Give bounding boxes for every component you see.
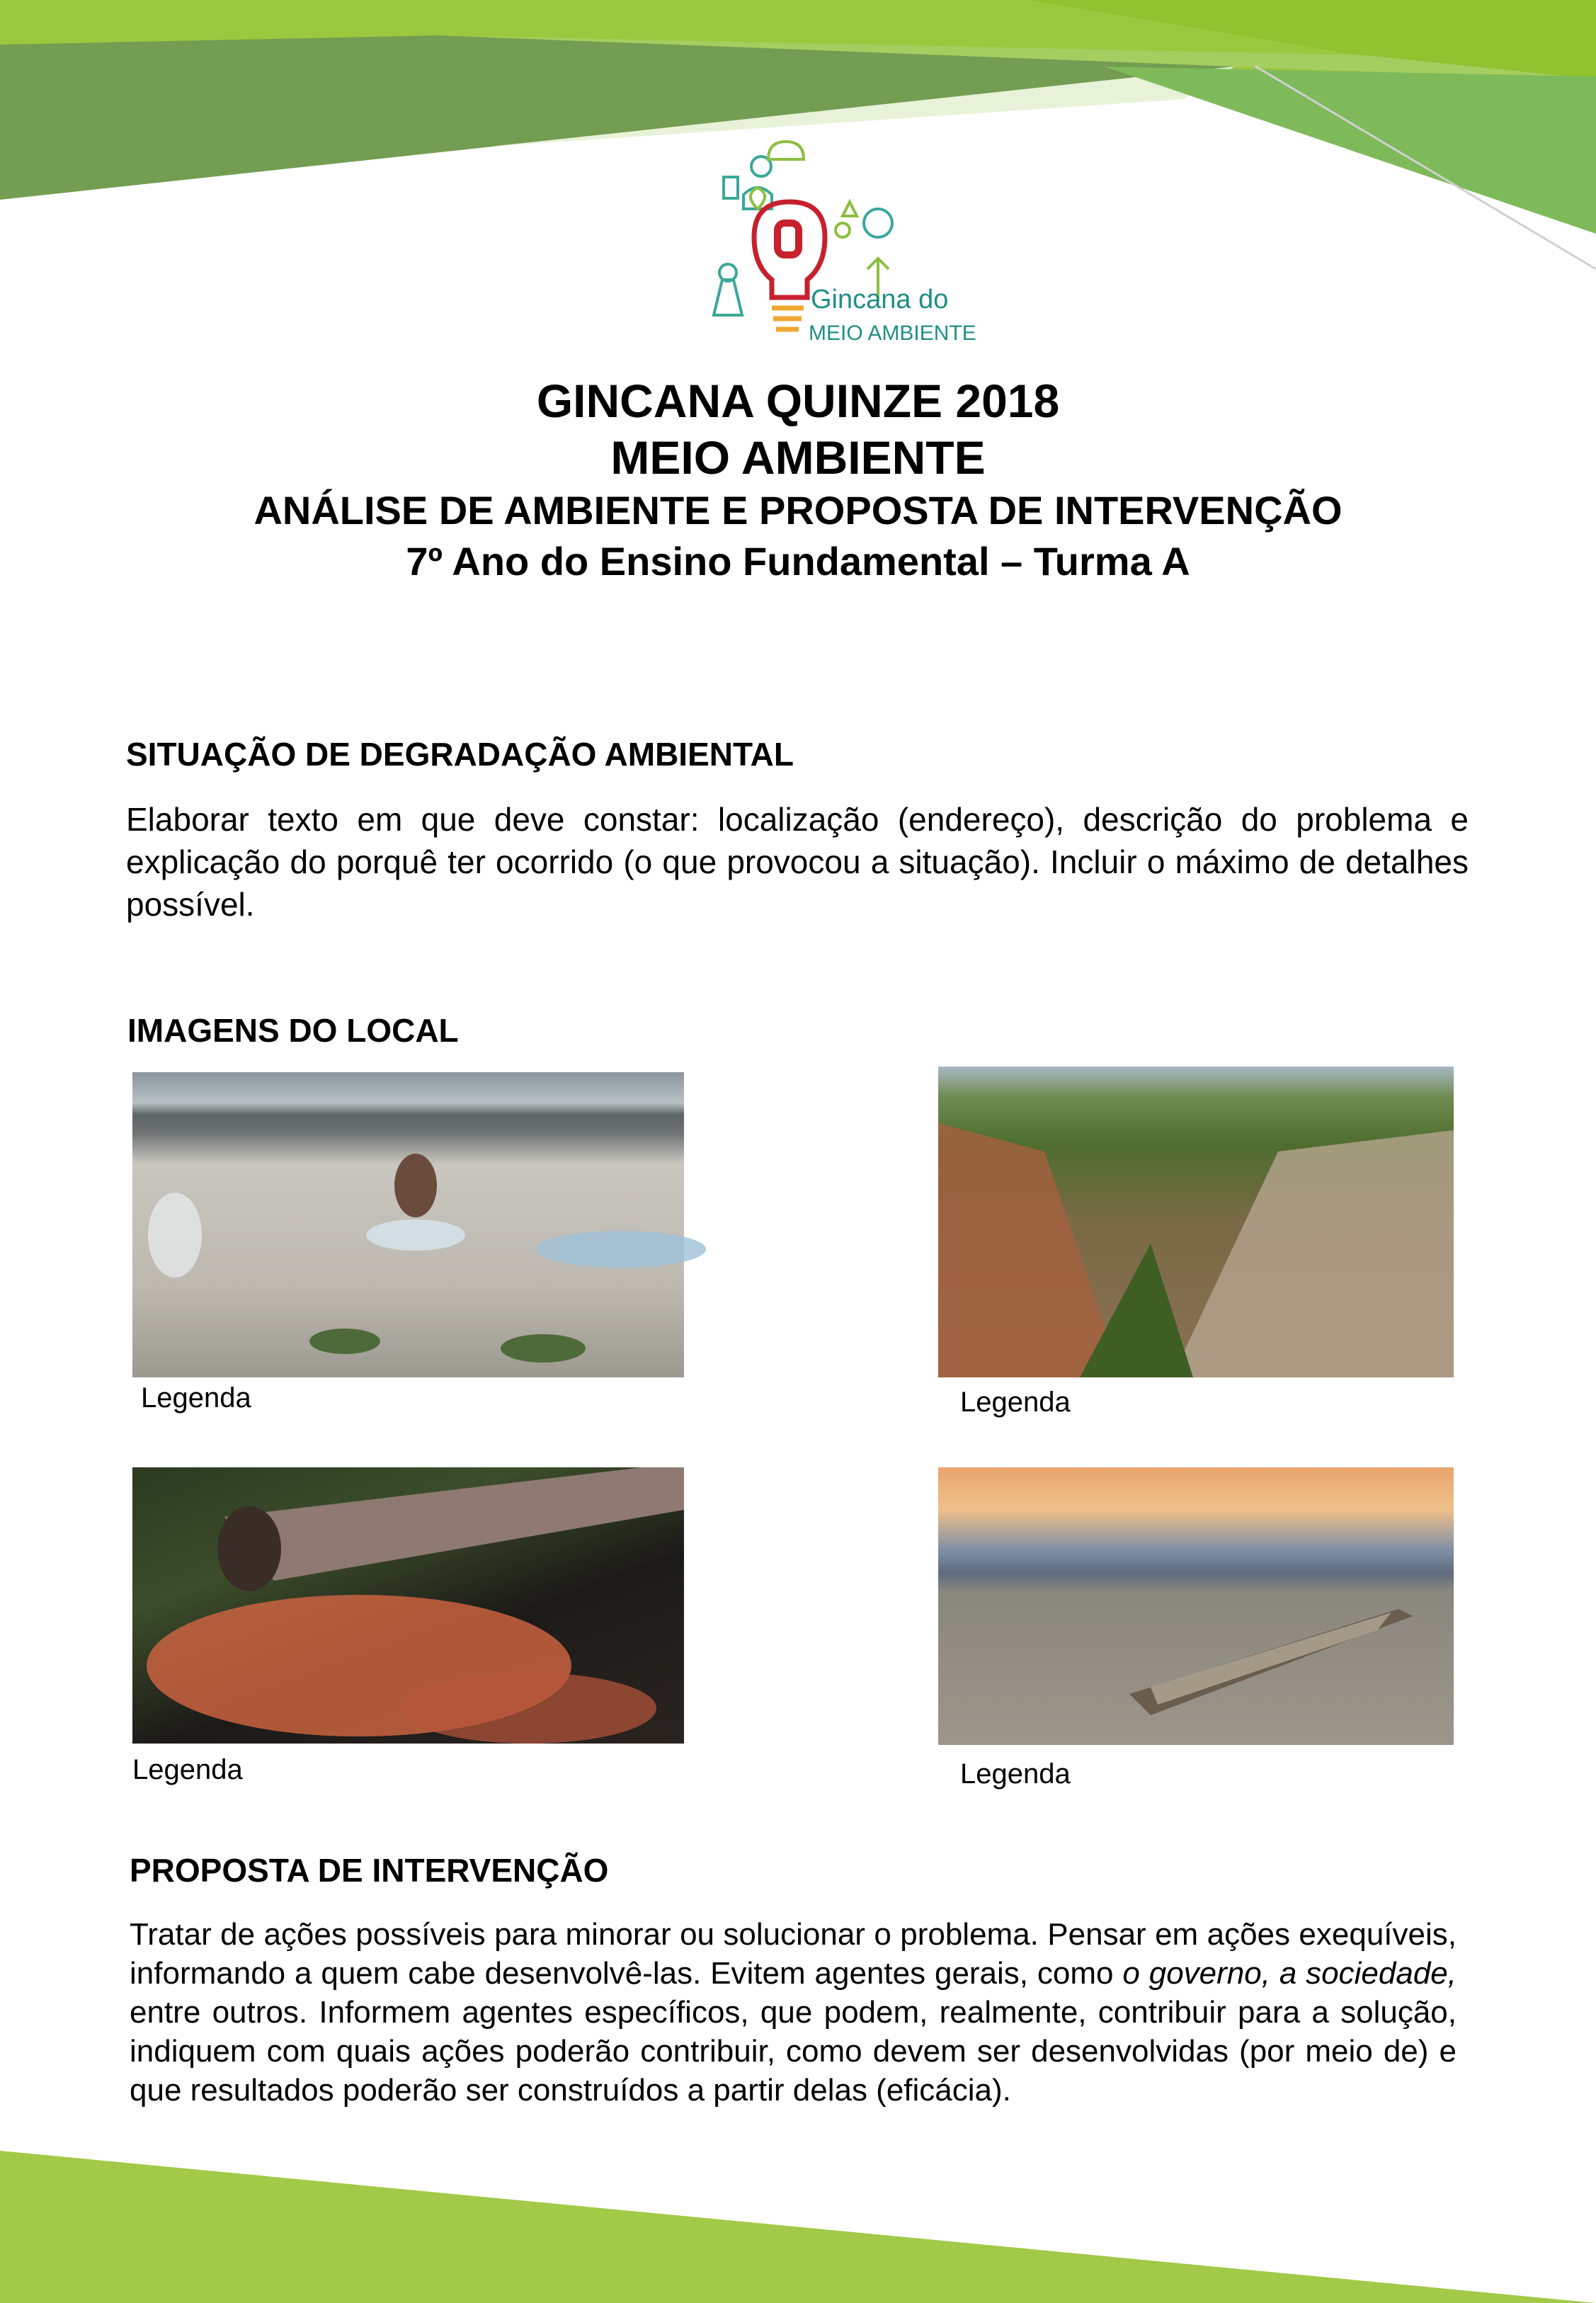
gincana-logo (708, 138, 976, 347)
svg-text:Gincana do: Gincana do (811, 285, 949, 314)
lightbulb-eco-logo-icon (708, 138, 976, 347)
class-line: 7º Ano do Ensino Fundamental – Turma A (406, 539, 1190, 584)
section-heading-images: IMAGENS DO LOCAL (127, 1012, 459, 1049)
section-text-degradation: Elaborar texto em que deve constar: localização (endereço), descrição do problema e explicação do porquê ter ocorrido (o que provocou a situação). Incluir o máximo de detalhes possível. (126, 801, 1469, 923)
image-caption: Legenda (141, 1382, 251, 1414)
section-heading-intervention: PROPOSTA DE INTERVENÇÃO (130, 1852, 609, 1889)
document-subtitle: ANÁLISE DE AMBIENTE E PROPOSTA DE INTERVENÇÃO (253, 488, 1343, 533)
image-landfill-erosion (938, 1067, 1454, 1377)
image-caption: Legenda (132, 1754, 243, 1785)
image-caption: Legenda (960, 1758, 1071, 1790)
footer-decoration (0, 2146, 1596, 2303)
section-text-intervention: Tratar de ações possíveis para minorar ou solucionar o problema. Pensar em ações exequíveis, informando a quem cabe desenvolvê-las. Evitem agentes gerais, como o governo, a sociedade, entre outros. Informem agentes específicos, que podem, realmente, contribuir para a solução, indiquem com quais ações poderão contribuir, como devem ser desenvolvidas (por meio de) e que resultados poderão ser construídos a partir delas (eficácia). (130, 1917, 1457, 2108)
image-sewage-pipe (132, 1467, 684, 1744)
image-caption: Legenda (960, 1387, 1071, 1418)
image-beach-trash (132, 1072, 684, 1377)
section-heading-degradation: SITUAÇÃO DE DEGRADAÇÃO AMBIENTAL (126, 736, 794, 773)
svg-text:MEIO AMBIENTE: MEIO AMBIENTE (809, 322, 976, 345)
document-title: GINCANA QUINZE 2018 (536, 375, 1060, 427)
document-theme: MEIO AMBIENTE (610, 431, 986, 484)
image-drought-boat (938, 1467, 1454, 1745)
